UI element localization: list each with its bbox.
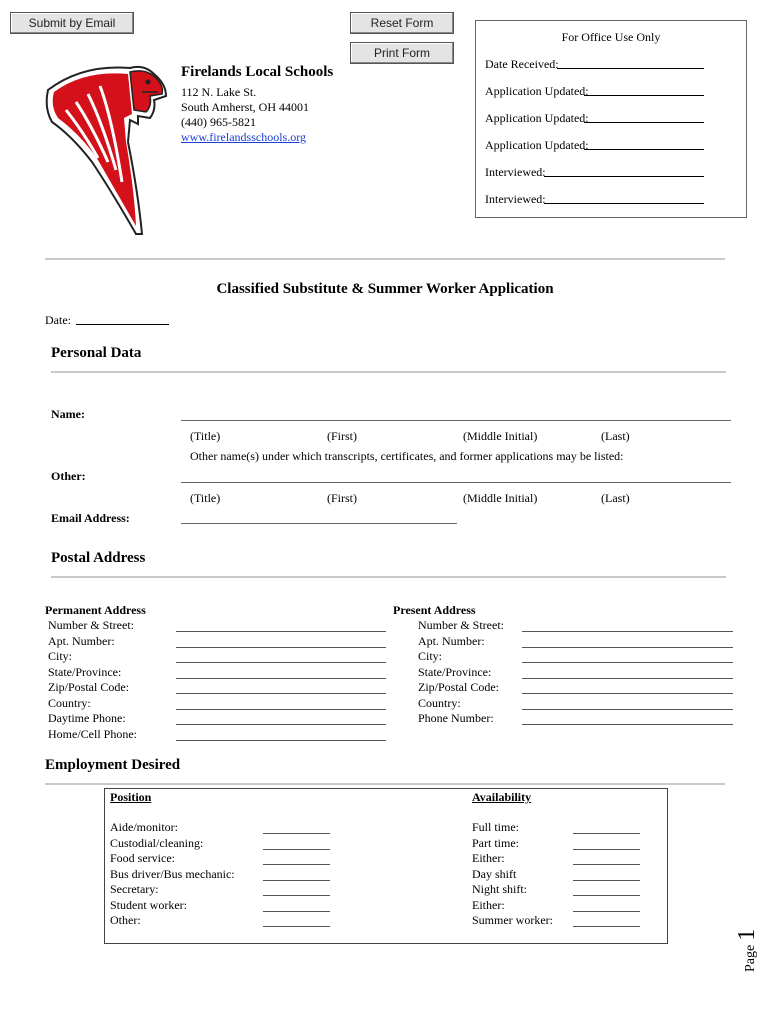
availability-field[interactable] <box>573 880 640 881</box>
availability-label: Part time: <box>472 835 519 850</box>
permanent-address-label: Number & Street: <box>48 618 134 632</box>
availability-field[interactable] <box>573 911 640 912</box>
school-website-link[interactable]: www.firelandsschools.org <box>181 130 306 144</box>
availability-label: Night shift: <box>472 882 528 896</box>
email-field[interactable] <box>181 523 457 524</box>
availability-label: Summer worker: <box>472 913 553 927</box>
employment-desired-heading: Employment Desired <box>45 757 181 773</box>
position-field[interactable] <box>263 926 330 927</box>
print-form-button[interactable]: Print Form <box>350 42 454 64</box>
school-street: 112 N. Lake St. <box>181 85 257 99</box>
position-label: Bus driver/Bus mechanic: <box>110 866 235 881</box>
name-first-caption: (First) <box>327 429 357 443</box>
other-label: Other: <box>51 469 86 483</box>
permanent-address-title: Permanent Address <box>45 603 146 617</box>
availability-field[interactable] <box>573 864 640 865</box>
permanent-address-label: Home/Cell Phone: <box>48 726 137 741</box>
present-address-label: Country: <box>418 695 461 710</box>
availability-field[interactable] <box>573 895 640 896</box>
position-label: Student worker: <box>110 897 187 912</box>
submit-by-email-button[interactable]: Submit by Email <box>10 12 134 34</box>
position-title: Position <box>110 790 152 804</box>
present-address-field[interactable] <box>522 678 733 679</box>
other-first-caption: (First) <box>327 491 357 505</box>
permanent-address-field[interactable] <box>176 647 386 648</box>
school-name: Firelands Local Schools <box>181 64 334 80</box>
school-city: South Amherst, OH 44001 <box>181 100 310 114</box>
office-app-updated-3-line[interactable] <box>584 149 704 150</box>
name-label: Name: <box>51 407 85 421</box>
date-label: Date: <box>45 313 71 327</box>
other-title-caption: (Title) <box>190 491 221 505</box>
email-label: Email Address: <box>51 511 130 525</box>
office-app-updated-2-label: Application Updated: <box>485 111 589 125</box>
other-name-field[interactable] <box>181 482 731 483</box>
reset-form-button[interactable]: Reset Form <box>350 12 454 34</box>
present-address-field[interactable] <box>522 647 733 648</box>
page-label: Page <box>743 944 758 972</box>
permanent-address-label: Apt. Number: <box>48 633 115 648</box>
availability-label: Either: <box>472 897 505 912</box>
name-field[interactable] <box>181 420 731 421</box>
permanent-address-field[interactable] <box>176 678 386 679</box>
availability-label: Full time: <box>472 820 520 834</box>
present-address-label: State/Province: <box>418 664 492 679</box>
availability-label: Either: <box>472 851 505 865</box>
present-address-title: Present Address <box>393 603 476 617</box>
position-label: Food service: <box>110 851 175 865</box>
present-address-label: Phone Number: <box>418 711 494 725</box>
office-use-box <box>475 20 747 218</box>
school-phone: (440) 965-5821 <box>181 115 256 129</box>
permanent-address-field[interactable] <box>176 740 386 741</box>
present-address-label: Zip/Postal Code: <box>418 680 499 694</box>
position-field[interactable] <box>263 880 330 881</box>
present-address-field[interactable] <box>522 662 733 663</box>
office-app-updated-3-label: Application Updated: <box>485 138 589 152</box>
permanent-address-label: State/Province: <box>48 664 122 679</box>
postal-address-heading: Postal Address <box>51 550 146 566</box>
other-middle-caption: (Middle Initial) <box>463 491 538 505</box>
office-app-updated-2-line[interactable] <box>584 122 704 123</box>
present-address-label: Number & Street: <box>418 618 504 632</box>
office-interviewed-1-line[interactable] <box>544 176 704 177</box>
personal-data-rule <box>51 371 726 373</box>
office-app-updated-1-label: Application Updated: <box>485 84 589 98</box>
present-address-label: City: <box>418 649 443 663</box>
position-label: Other: <box>110 913 141 927</box>
office-app-updated-1-line[interactable] <box>584 95 704 96</box>
position-label: Aide/monitor: <box>110 820 178 834</box>
position-label: Custodial/cleaning: <box>110 835 204 850</box>
permanent-address-label: Daytime Phone: <box>48 711 126 725</box>
position-field[interactable] <box>263 833 330 834</box>
employment-rule <box>45 783 725 785</box>
page-indicator <box>734 929 761 972</box>
name-last-caption: (Last) <box>601 429 630 443</box>
office-interviewed-2-line[interactable] <box>544 203 704 204</box>
position-field[interactable] <box>263 849 330 850</box>
office-interviewed-2-label: Interviewed: <box>485 192 546 206</box>
present-address-field[interactable] <box>522 709 733 710</box>
office-date-received-line[interactable] <box>557 68 704 69</box>
other-names-note: Other name(s) under which transcripts, certificates, and former applications may be listed: <box>190 449 624 463</box>
permanent-address-field[interactable] <box>176 662 386 663</box>
page-number: 1 <box>734 928 760 941</box>
position-field[interactable] <box>263 895 330 896</box>
availability-field[interactable] <box>573 833 640 834</box>
office-date-received-label: Date Received: <box>485 57 559 71</box>
office-use-title: For Office Use Only <box>561 30 661 44</box>
present-address-field[interactable] <box>522 693 733 694</box>
name-middle-caption: (Middle Initial) <box>463 429 538 443</box>
present-address-field[interactable] <box>522 724 733 725</box>
falcon-logo-icon <box>42 62 172 238</box>
present-address-field[interactable] <box>522 631 733 632</box>
availability-label: Day shift <box>472 866 517 881</box>
permanent-address-field[interactable] <box>176 709 386 710</box>
form-title: Classified Substitute & Summer Worker Application <box>216 281 554 297</box>
header-divider <box>45 258 725 260</box>
permanent-address-field[interactable] <box>176 693 386 694</box>
other-last-caption: (Last) <box>601 491 630 505</box>
date-field[interactable] <box>76 324 169 325</box>
permanent-address-label: Country: <box>48 695 91 710</box>
postal-address-rule <box>51 576 726 578</box>
permanent-address-label: City: <box>48 649 73 663</box>
position-label: Secretary: <box>110 882 159 896</box>
personal-data-heading: Personal Data <box>51 345 142 361</box>
position-field[interactable] <box>263 864 330 865</box>
permanent-address-label: Zip/Postal Code: <box>48 680 129 694</box>
availability-field[interactable] <box>573 926 640 927</box>
position-field[interactable] <box>263 911 330 912</box>
permanent-address-field[interactable] <box>176 631 386 632</box>
availability-field[interactable] <box>573 849 640 850</box>
office-interviewed-1-label: Interviewed: <box>485 165 546 179</box>
permanent-address-field[interactable] <box>176 724 386 725</box>
availability-title: Availability <box>472 790 532 804</box>
name-title-caption: (Title) <box>190 429 221 443</box>
present-address-label: Apt. Number: <box>418 633 485 648</box>
